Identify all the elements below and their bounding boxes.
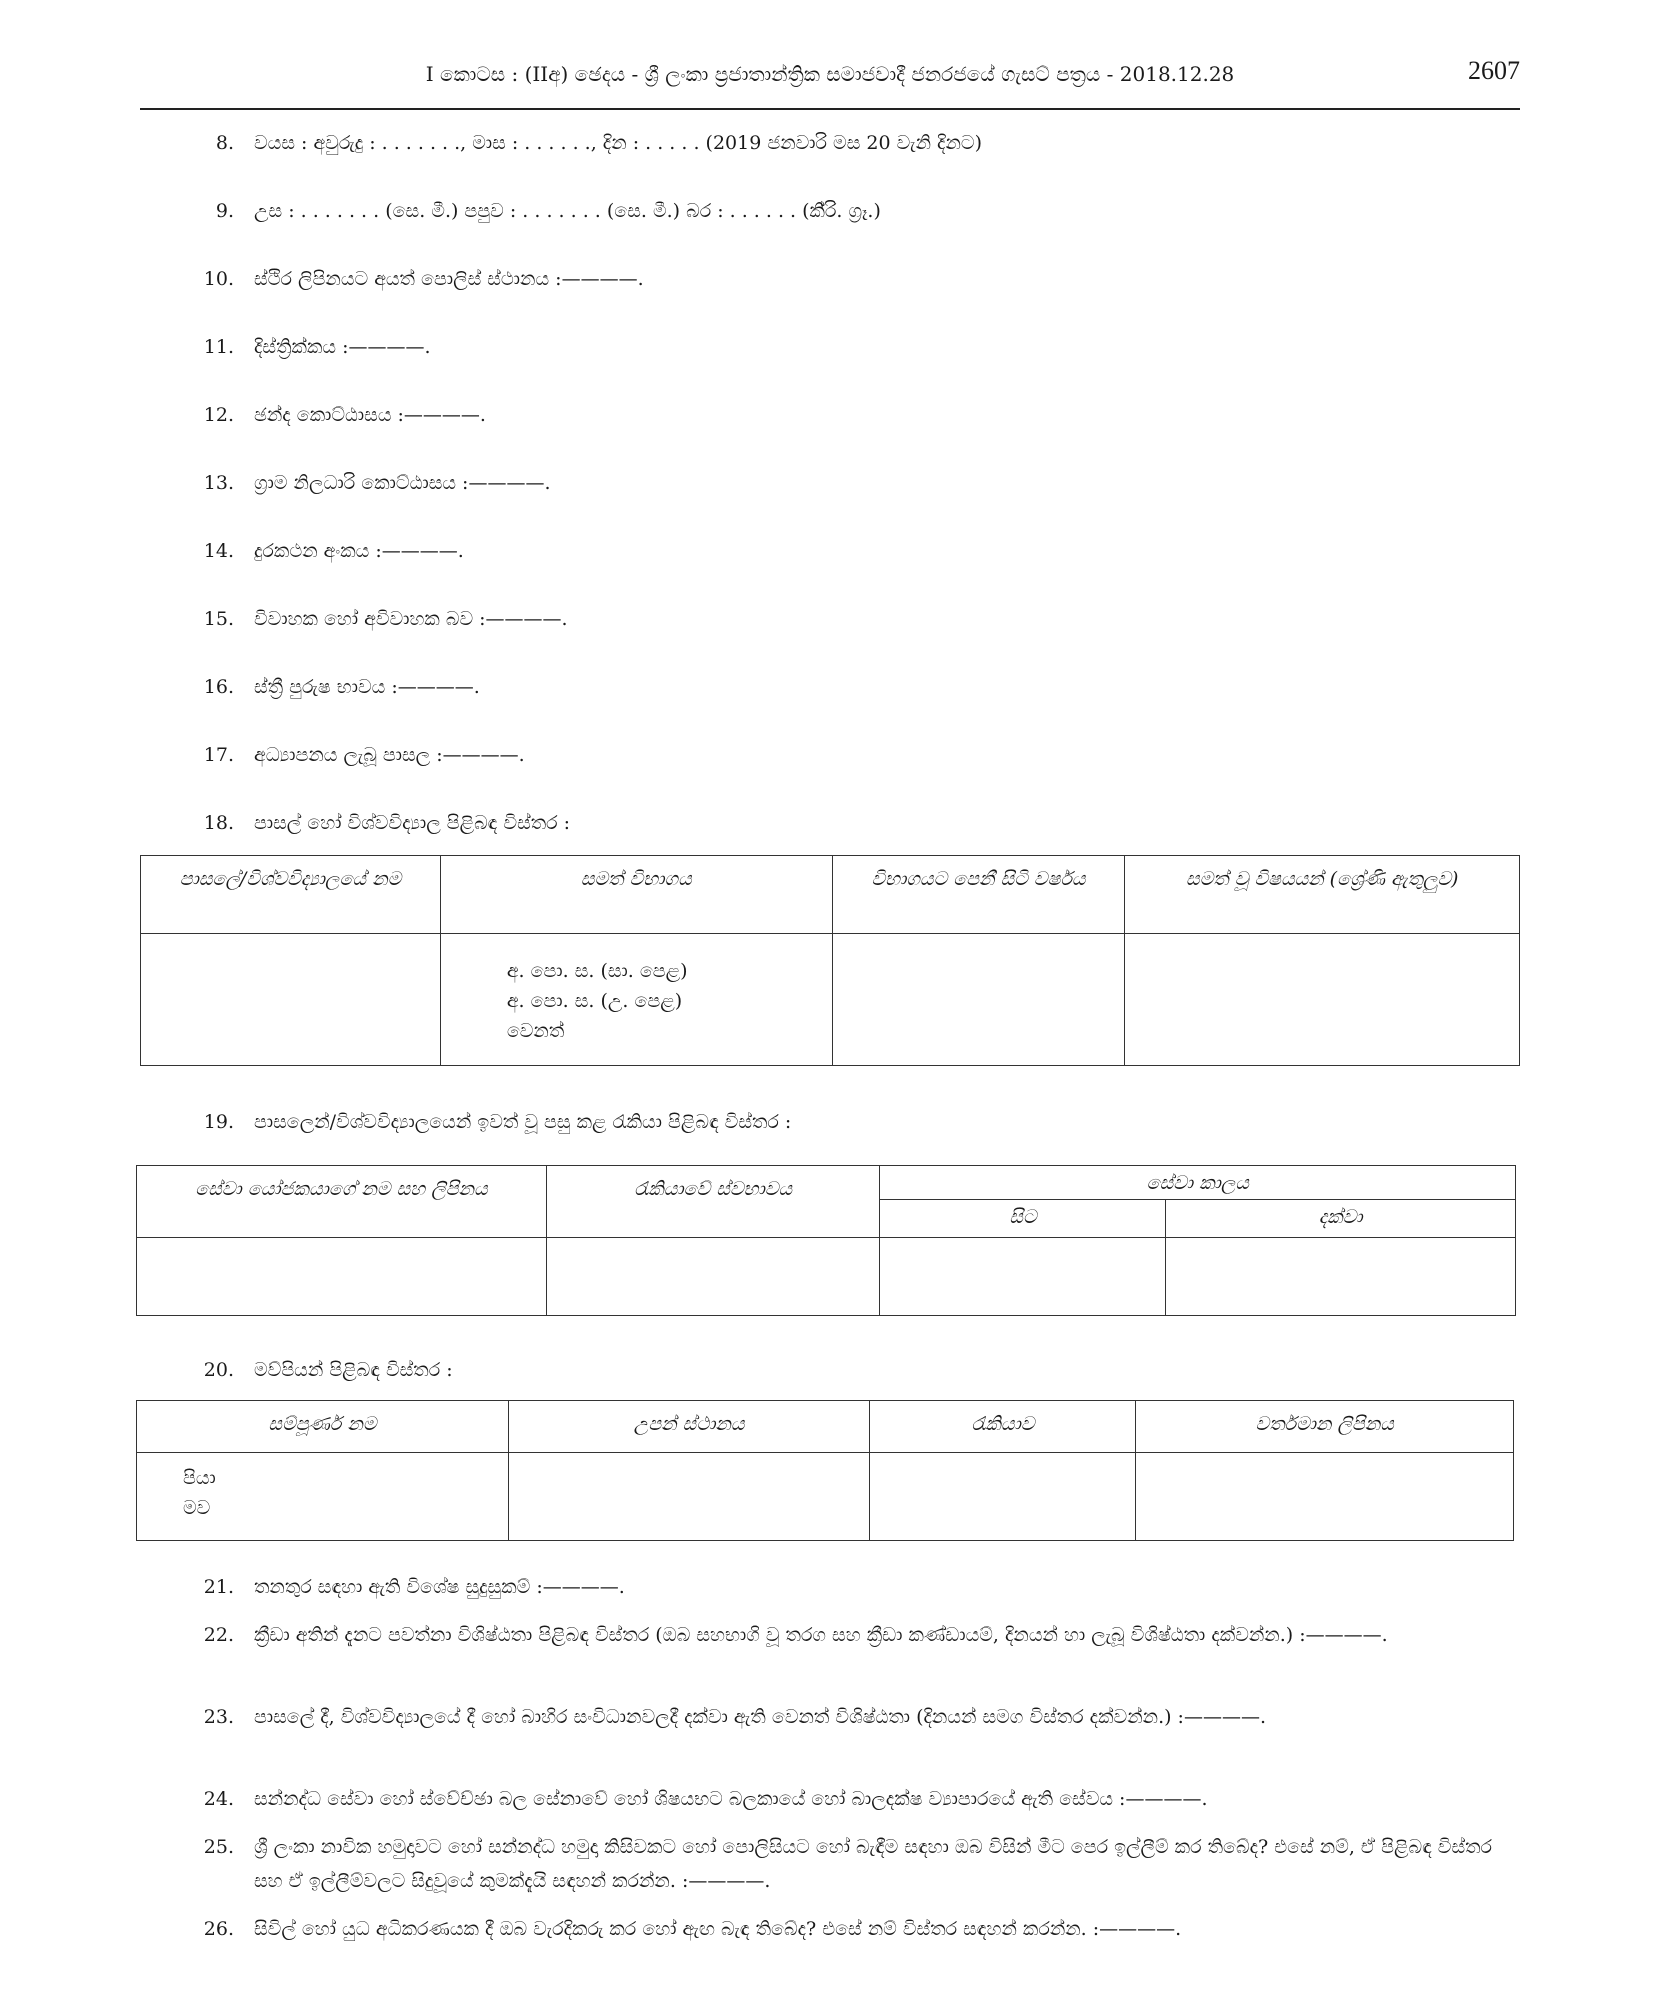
item-employment-details [190, 1105, 1520, 1139]
employer-cell[interactable] [137, 1238, 547, 1316]
item-text: විවාහක හෝ අවිවාහක බව :————. [254, 608, 568, 630]
item-number: 20. [203, 1359, 234, 1381]
item-measurements [190, 194, 1520, 228]
table-header: දක්වා [1166, 1200, 1516, 1238]
item-previous-applications [190, 1830, 1520, 1898]
item-education-details [190, 806, 1520, 840]
parents-table [136, 1400, 1514, 1541]
table-row [137, 1238, 1516, 1316]
current-address-cell[interactable] [1136, 1453, 1514, 1541]
item-text: උස : . . . . . . . (සෙ. මී.) පපුව : . . . . . . . (සෙ. මී.) බර : . . . . . . (කි්‍රි. ග්‍රෑ.) [254, 200, 881, 222]
school-name-cell[interactable] [141, 934, 441, 1066]
item-text: පාසල් හෝ විශ්වවිද්‍යාල පිළිබඳ විස්තර : [254, 812, 571, 834]
table-header: සේවා යෝජකයාගේ නම සහ ලිපිනය [137, 1166, 547, 1238]
table-header: රැකියාව [870, 1401, 1136, 1453]
item-school [190, 738, 1520, 772]
item-text: ග්‍රාම නිලධාරි කොට්ඨාසය :————. [254, 472, 551, 494]
item-number: 9. [215, 200, 234, 222]
item-text: පාසලෙන්/විශ්වවිද්‍යාලයෙන් ඉවත් වූ පසු කළ රැකියා පිළිබඳ විස්තර : [254, 1111, 792, 1133]
item-number: 22. [203, 1624, 234, 1646]
table-header: සේවා කාලය [880, 1166, 1516, 1200]
education-table [140, 855, 1520, 1066]
item-text: වයස : අවුරුදු : . . . . . . ., මාස : . . . . . ., දින : . . . . . (2019 ජනවාරි මස 20 වැනි දිනට) [254, 132, 982, 154]
item-armed-service [190, 1782, 1520, 1816]
period-from-cell[interactable] [880, 1238, 1166, 1316]
table-header: උපන් ස්ථානය [508, 1401, 870, 1453]
table-header: වර්තමාන ලිපිනය [1136, 1401, 1514, 1453]
item-number: 19. [203, 1111, 234, 1133]
birthplace-cell[interactable] [508, 1453, 870, 1541]
exam-cell [440, 934, 832, 1066]
item-text: අධ්‍යාපනය ලැබූ පාසල :————. [254, 744, 525, 766]
item-text: මව්පියන් පිළිබඳ විස්තර : [254, 1359, 453, 1381]
table-header: පාසලේ/විශ්වවිද්‍යාලයේ නම [141, 856, 441, 934]
table-header: සිට [880, 1200, 1166, 1238]
item-number: 12. [203, 404, 234, 426]
item-number: 11. [203, 336, 234, 358]
item-text: ක්‍රීඩා අතින් දැනට පවත්නා විශිෂ්ඨතා පිළිබඳ විස්තර (ඔබ සහභාගි වූ තරග සහ ක්‍රීඩා කණ්ඩායම්, දිනයන් හා ලැබූ විශිෂ්ඨතා දක්වන්න.) :————. [254, 1624, 1388, 1646]
table-header: සම්පූර්ණ නම [137, 1401, 509, 1453]
item-number: 14. [203, 540, 234, 562]
page-number: 2607 [1468, 56, 1520, 85]
subjects-cell[interactable] [1125, 934, 1520, 1066]
exam-ol: අ. පො. ස. (සා. පෙළ) [506, 960, 688, 982]
table-header-row [137, 1166, 1516, 1200]
item-court-record [190, 1912, 1520, 1946]
parent-name-cell [137, 1453, 509, 1541]
item-special-qualifications [190, 1570, 1520, 1604]
item-sports-achievements [190, 1618, 1520, 1652]
item-other-achievements [190, 1700, 1520, 1734]
item-number: 25. [203, 1836, 234, 1858]
table-header: විභාගයට පෙනී සිටි වර්ෂය [832, 856, 1125, 934]
item-text: දිස්ත්‍රික්කය :————. [254, 336, 431, 358]
exam-other: වෙනත් [506, 1020, 565, 1042]
item-gn-division [190, 466, 1520, 500]
table-header-row [141, 856, 1520, 934]
occupation-cell[interactable] [870, 1453, 1136, 1541]
item-gender [190, 670, 1520, 704]
item-number: 26. [203, 1918, 234, 1940]
item-text: තනතුර සඳහා ඇති විශේෂ සුදුසුකම් :————. [254, 1576, 625, 1598]
item-marital-status [190, 602, 1520, 636]
item-district [190, 330, 1520, 364]
table-header-row [137, 1401, 1514, 1453]
table-row [137, 1453, 1514, 1541]
item-number: 16. [203, 676, 234, 698]
job-nature-cell[interactable] [546, 1238, 880, 1316]
employment-table [136, 1165, 1516, 1316]
page-header [140, 56, 1520, 110]
exam-al: අ. පො. ස. (උ. පෙළ) [506, 990, 683, 1012]
item-text: පාසලේ දී, විශ්වවිද්‍යාලයේ දී හෝ බාහිර සංවිධානවලදී දක්වා ඇති වෙනත් විශිෂ්ඨතා (දිනයන් සමග විස්තර දක්වන්න.) :————. [254, 1706, 1266, 1728]
item-text: සිවිල් හෝ යුධ අධිකරණයක දී ඔබ වැරදිකරු කර හෝ ඇඟ බැඳ තිබේද? එසේ නම් විස්තර සඳහන් කරන්න. :————. [254, 1918, 1182, 1940]
item-number: 17. [203, 744, 234, 766]
item-text: දුරකථන අංකය :————. [254, 540, 464, 562]
table-header: රැකියාවේ ස්වභාවය [546, 1166, 880, 1238]
item-text: ස්ථිර ලිපිනයට අයත් පොලිස් ස්ථානය :————. [254, 268, 644, 290]
exam-year-cell[interactable] [832, 934, 1125, 1066]
gazette-title: I කොටස : (IIඅ) ඡෙදය - ශ්‍රී ලංකා ප්‍රජාතාන්ත්‍රික සමාජවාදී ජනරජයේ ගැසට් පත්‍රය - 2018.12.28 [425, 62, 1235, 86]
item-text: ඡන්ද කොට්ඨාසය :————. [254, 404, 486, 426]
item-number: 15. [203, 608, 234, 630]
item-number: 21. [203, 1576, 234, 1598]
period-to-cell[interactable] [1166, 1238, 1516, 1316]
item-parents-details [190, 1353, 1520, 1387]
header-divider [140, 108, 1520, 110]
item-number: 18. [203, 812, 234, 834]
table-header: සමත් විභාගය [440, 856, 832, 934]
item-number: 13. [203, 472, 234, 494]
item-text: ශ්‍රී ලංකා නාවික හමුදාවට හෝ සන්නද්ධ හමුදා කිසිවකට හෝ පොලිසියට හෝ බැඳීම සඳහා ඔබ විසින් මීට පෙර ඉල්ලීම් කර තිබේද? එසේ නම්, ඒ පිළිබඳ විස්තර සහ ඒ ඉල්ලීම්වලට සිදුවූයේ කුමක්දැයි සඳහන් කරන්න. :————. [254, 1836, 1493, 1892]
item-number: 24. [203, 1788, 234, 1810]
table-row [141, 934, 1520, 1066]
item-electorate [190, 398, 1520, 432]
item-text: ස්ත්‍රී පුරුෂ භාවය :————. [254, 676, 480, 698]
mother-label: මව [183, 1497, 211, 1519]
item-text: සන්නද්ධ සේවා හෝ ස්වේච්ඡා බල සේනාවේ හෝ ශිෂයභට බලකායේ හෝ බාලදක්ෂ ව්‍යාපාරයේ ඇති සේවය :————. [254, 1788, 1208, 1810]
item-number: 8. [215, 132, 234, 154]
item-police-station [190, 262, 1520, 296]
item-age [190, 126, 1520, 160]
table-header: සමත් වූ විෂයයන් (ශ්‍රේණි ඇතුලුව) [1125, 856, 1520, 934]
item-telephone [190, 534, 1520, 568]
item-number: 10. [203, 268, 234, 290]
father-label: පියා [183, 1467, 216, 1489]
item-number: 23. [203, 1706, 234, 1728]
